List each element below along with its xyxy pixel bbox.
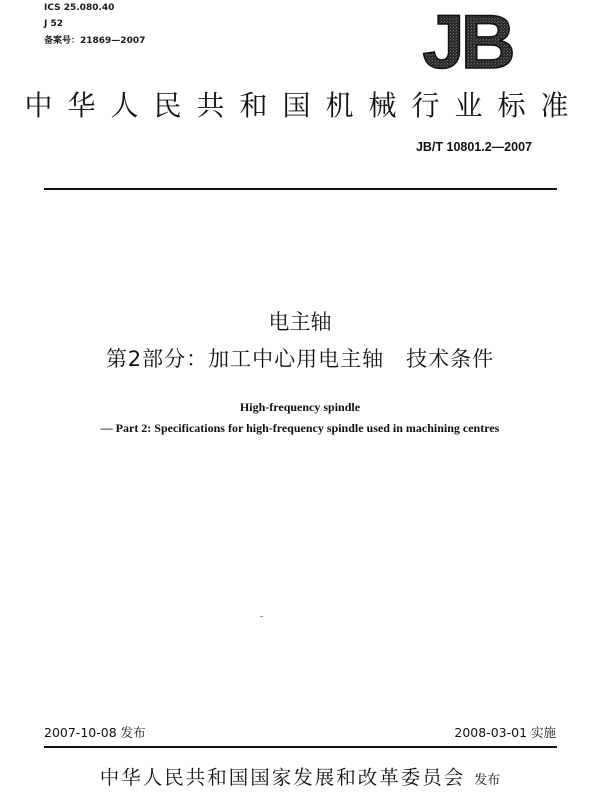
jb-logo	[408, 6, 526, 72]
ics-code: ICS 25.080.40	[44, 3, 115, 13]
title-en-part: — Part 2: Specifications for high-frequency spindle used in machining centres	[100, 421, 500, 435]
standard-category: 中华人民共和国机械行业标准	[24, 89, 584, 122]
title-cn-main: 电主轴	[268, 310, 332, 334]
issuer-name: 中华人民共和国国家发展和改革委员会	[99, 766, 466, 789]
scan-speck	[260, 616, 263, 617]
clc-code: J 52	[44, 19, 64, 29]
title-en-main: High-frequency spindle	[239, 400, 361, 414]
filing-number: 备案号：21869—2007	[44, 36, 146, 46]
implementation-date: 2008-03-01 实施	[454, 725, 556, 740]
top-rule	[44, 188, 557, 190]
jb-logo-text: JB	[422, 6, 512, 72]
bottom-rule	[44, 746, 557, 748]
issuer-suffix: 发布	[474, 773, 501, 788]
standard-number: JB/T 10801.2—2007	[415, 140, 532, 154]
issuer-line	[0, 762, 600, 790]
title-cn-part: 第2部分：加工中心用电主轴 技术条件	[105, 347, 495, 371]
issue-date: 2007-10-08 发布	[44, 725, 146, 740]
